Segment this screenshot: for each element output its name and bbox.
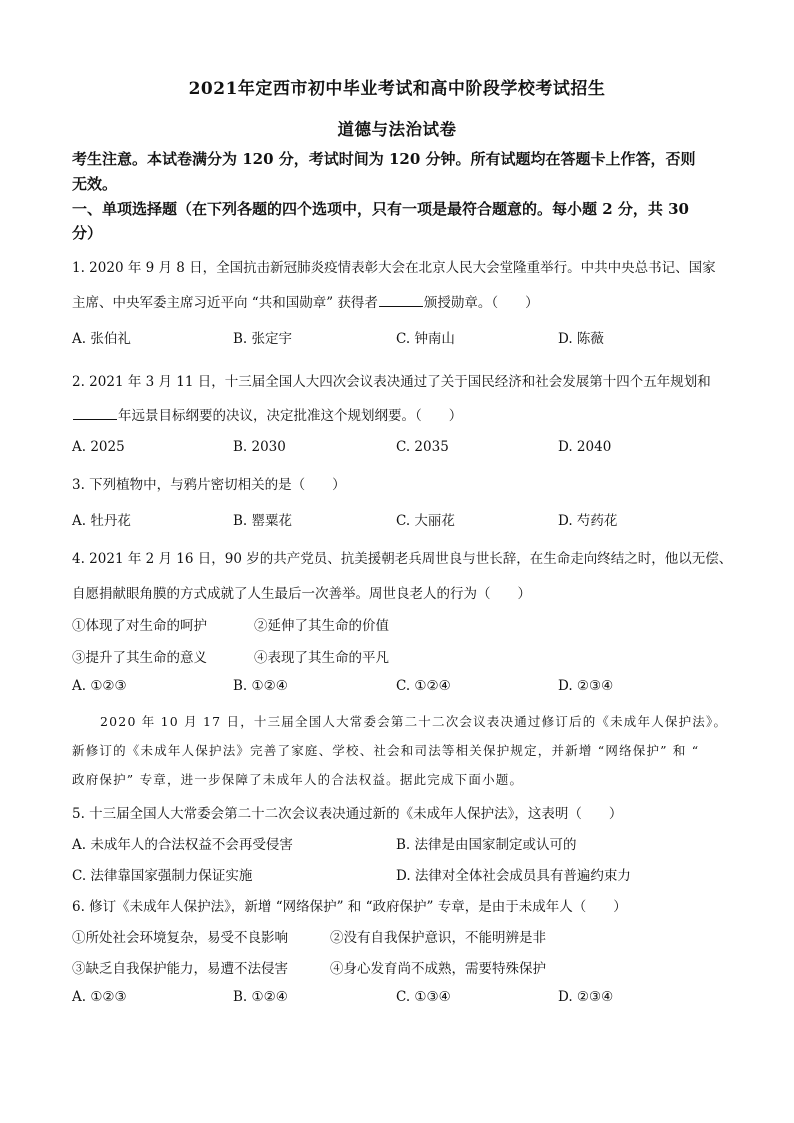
q6-item-4: ④身心发育尚不成熟，需要特殊保护 (330, 961, 546, 977)
q1-option-d: D. 陈薇 (558, 331, 604, 347)
q4-item-2: ②延伸了其生命的价值 (254, 618, 389, 634)
q4-item-3: ③提升了其生命的意义 (72, 650, 207, 666)
q1-option-a: A. 张伯礼 (72, 331, 131, 347)
q3-option-a: A. 牡丹花 (72, 513, 131, 529)
answer-blank (379, 305, 423, 307)
q2-option-c: C. 2035 (396, 439, 449, 455)
section-heading-line-2: 分） (72, 224, 103, 242)
q3-option-d: D. 芍药花 (558, 513, 618, 529)
q4-option-d: D. ②③④ (558, 678, 614, 694)
q1-stem-part-b: 颁授勋章。（ ） (423, 295, 539, 311)
q4-stem-line-1: 4. 2021 年 2 月 16 日，90 岁的共产党员、抗美援朝老兵周世良与世长辞，在生命走向终结之时，他以无偿、 (72, 551, 733, 567)
q6-option-b: B. ①②④ (233, 989, 288, 1005)
answer-blank (73, 418, 117, 420)
q4-item-1: ①体现了对生命的呵护 (72, 618, 207, 634)
q2-option-d: D. 2040 (558, 439, 612, 455)
q6-option-d: D. ②③④ (558, 989, 614, 1005)
notice-line-2: 无效。 (72, 175, 118, 193)
material-line-2: 新修订的《未成年人保护法》完善了家庭、学校、社会和司法等相关保护规定，并新增 “网络保护” 和 “ (72, 743, 700, 758)
q6-option-a: A. ①②③ (72, 989, 127, 1005)
q5-option-d: D. 法律对全体社会成员具有普遍约束力 (396, 868, 631, 884)
q6-stem: 6. 修订《未成年人保护法》，新增 “网络保护” 和 “政府保护” 专章，是由于未成年人（ ） (72, 899, 627, 915)
q4-stem-line-2: 自愿捐献眼角膜的方式成就了人生最后一次善举。周世良老人的行为（ ） (72, 586, 531, 602)
q5-stem: 5. 十三届全国人大常委会第二十二次会议表决通过新的《未成年人保护法》，这表明（ ） (72, 806, 623, 822)
q2-stem-part: 年远景目标纲要的决议，决定批准这个规划纲要。（ ） (118, 408, 463, 424)
q6-item-1: ①所处社会环境复杂，易受不良影响 (72, 930, 288, 946)
q6-item-3: ③缺乏自我保护能力，易遭不法侵害 (72, 961, 288, 977)
material-line-3: 政府保护” 专章，进一步保障了未成年人的合法权益。据此完成下面小题。 (72, 772, 524, 787)
q1-stem-part-a: 主席、中央军委主席习近平向 “共和国勋章” 获得者 (72, 295, 378, 311)
q2-stem-line-2 (72, 404, 462, 424)
q4-option-c: C. ①②④ (396, 678, 451, 694)
q4-option-a: A. ①②③ (72, 678, 127, 694)
q3-stem: 3. 下列植物中，与鸦片密切相关的是（ ） (72, 477, 346, 493)
section-heading-line-1: 一、单项选择题（在下列各题的四个选项中，只有一项是最符合题意的。每小题 2 分，共 30 (72, 200, 689, 218)
q1-stem-line-1: 1. 2020 年 9 月 8 日，全国抗击新冠肺炎疫情表彰大会在北京人民大会堂隆重举行。中共中央总书记、国家 (72, 260, 716, 276)
q5-option-b: B. 法律是由国家制定或认可的 (396, 837, 577, 853)
q4-item-4: ④表现了其生命的平凡 (254, 650, 389, 666)
q2-option-a: A. 2025 (72, 439, 125, 455)
q6-option-c: C. ①③④ (396, 989, 451, 1005)
q1-option-c: C. 钟南山 (396, 331, 455, 347)
q3-option-b: B. 罂粟花 (233, 513, 293, 529)
exam-subtitle: 道德与法治试卷 (337, 120, 457, 139)
q2-option-b: B. 2030 (233, 439, 286, 455)
material-line-1: 2020 年 10 月 17 日，十三届全国人大常委会第二十二次会议表决通过修订后的《未成年人保护法》。 (100, 714, 728, 729)
q5-option-a: A. 未成年人的合法权益不会再受侵害 (72, 837, 293, 853)
q6-item-2: ②没有自我保护意识，不能明辨是非 (330, 930, 546, 946)
q2-stem-line-1: 2. 2021 年 3 月 11 日，十三届全国人大四次会议表决通过了关于国民经济和社会发展第十四个五年规划和 (72, 374, 711, 390)
q1-option-b: B. 张定宇 (233, 331, 293, 347)
q3-option-c: C. 大丽花 (396, 513, 455, 529)
q1-stem-line-2 (72, 291, 539, 311)
q4-option-b: B. ①②④ (233, 678, 288, 694)
q5-option-c: C. 法律靠国家强制力保证实施 (72, 868, 253, 884)
notice-line-1: 考生注意。本试卷满分为 120 分，考试时间为 120 分钟。所有试题均在答题卡上作答，否则 (72, 150, 696, 168)
exam-title: 2021年定西市初中毕业考试和高中阶段学校考试招生 (188, 79, 606, 99)
